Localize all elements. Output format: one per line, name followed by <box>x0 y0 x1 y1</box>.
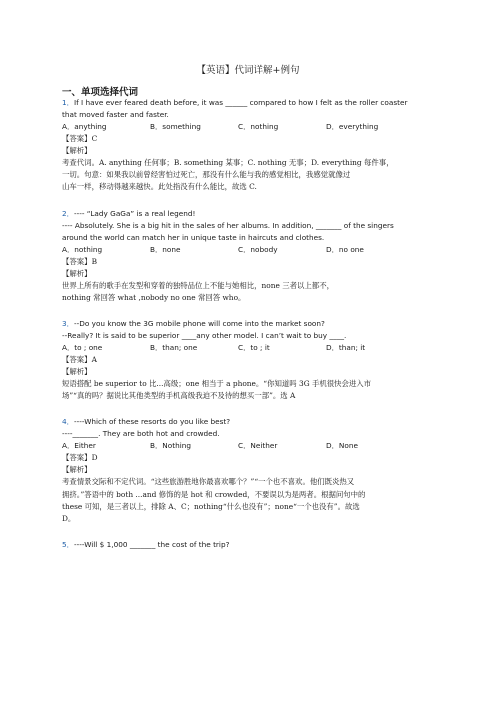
options <box>62 121 438 133</box>
question-stem: 4．----Which of these resorts do you like best? <box>62 417 231 427</box>
option-d: D．than; it <box>326 343 366 353</box>
question-5 <box>62 539 438 551</box>
question-number: 3． <box>62 319 74 329</box>
explanation-line: these 可知，是三者以上，排除 A、C；nothing“什么也没有”；none“一个也没有”。故选 <box>62 501 360 511</box>
option-c: C．nothing <box>238 122 279 131</box>
explanation-line: 考查情景交际和不定代词。“这些旅游胜地你最喜欢哪个？”“一个也不喜欢。他们既炎热又 <box>62 477 355 487</box>
answer: 【答案】C <box>62 134 98 143</box>
explanation-line: 场”“真的吗？据说比其他类型的手机高级我迫不及待的想买一部”。选 A <box>62 391 296 401</box>
answer: 【答案】B <box>62 256 97 266</box>
question-2 <box>62 208 438 304</box>
question-stem-line: around the world can match her in unique taste in haircuts and clothes. <box>62 232 325 242</box>
question-stem: 5．----Will $ 1,000 _______ the cost of the trip? <box>62 540 230 550</box>
question-stem: 1．If I have ever feared death before, it was ______ compared to how I felt as the roller coaster <box>62 98 408 107</box>
option-b: B．than; one <box>150 343 198 353</box>
question-number: 2． <box>62 208 74 218</box>
option-d: D．everything <box>326 122 379 131</box>
document-title: 【英语】代词详解+例句 <box>196 65 300 76</box>
option-c: C．Neither <box>238 441 278 451</box>
option-c: C．nobody <box>238 244 278 254</box>
question-number: 4． <box>62 417 74 427</box>
question-number: 5． <box>62 540 74 550</box>
option-d: D．None <box>326 441 358 451</box>
question-stem-line: ---- Absolutely. She is a big hit in the sales of her albums. In addition, _______ of the singers <box>62 220 394 230</box>
option-a: A．nothing <box>62 244 103 254</box>
section-heading: 一、单项选择代词 <box>62 87 139 98</box>
answer: 【答案】A <box>62 355 97 365</box>
question-stem-line: --Really? It is said to be superior ____any other model. I can’t wait to buy ____. <box>62 331 347 341</box>
question-number: 1． <box>62 98 74 107</box>
question-stem-line: ----_______. They are both hot and crowded. <box>62 429 220 439</box>
explanation-line: 山车一样，移动得越来越快。此处指没有什么能比，故选 C. <box>62 182 257 192</box>
option-c: C．to ; it <box>238 343 270 353</box>
explanation-label: 【解析】 <box>62 268 92 278</box>
explanation-line: 考查代词。A. anything 任何事；B. something 某事；C. nothing 无事；D. everything 每件事， <box>62 158 394 167</box>
question-4 <box>62 416 438 525</box>
option-d: D．no one <box>326 244 364 254</box>
explanation-label: 【解析】 <box>62 146 92 155</box>
option-a: A．anything <box>62 122 107 131</box>
options <box>62 440 438 452</box>
option-b: B．Nothing <box>150 441 191 451</box>
explanation-label: 【解析】 <box>62 367 92 377</box>
explanation-line: 拥挤。”答语中的 both ...and 修饰的是 hot 和 crowded，不要误以为是两者。根据问句中的 <box>62 489 366 499</box>
option-a: A．Either <box>62 441 96 451</box>
explanation-line: 一切。句意：如果我以前曾经害怕过死亡，那没有什么能与我的感觉相比，我感觉就像过 <box>62 170 351 180</box>
option-b: B．something <box>150 122 201 131</box>
answer: 【答案】D <box>62 453 98 463</box>
options <box>62 244 438 256</box>
explanation-label: 【解析】 <box>62 465 92 475</box>
question-1 <box>62 97 438 194</box>
options <box>62 342 438 354</box>
option-b: B．none <box>150 244 181 254</box>
question-stem: 2．---- “Lady GaGa” is a real legend! <box>62 208 196 218</box>
question-stem: 3．--Do you know the 3G mobile phone will come into the market soon? <box>62 319 325 329</box>
explanation-line: 世界上所有的歌手在发型和穿着的独特品位上不能与她相比，none 三者以上都不， <box>62 280 334 290</box>
explanation-line: 短语搭配 be superior to 比...高级；one 相当于 a phone。“你知道吗 3G 手机很快会进入市 <box>62 379 372 389</box>
explanation-line: nothing 常回答 what ,nobody no one 常回答 who。 <box>62 292 246 302</box>
option-a: A．to ; one <box>62 343 103 353</box>
question-3 <box>62 318 438 402</box>
explanation-line: D。 <box>62 514 76 524</box>
question-list <box>62 97 438 551</box>
question-stem-line: that moved faster and faster. <box>62 110 169 119</box>
